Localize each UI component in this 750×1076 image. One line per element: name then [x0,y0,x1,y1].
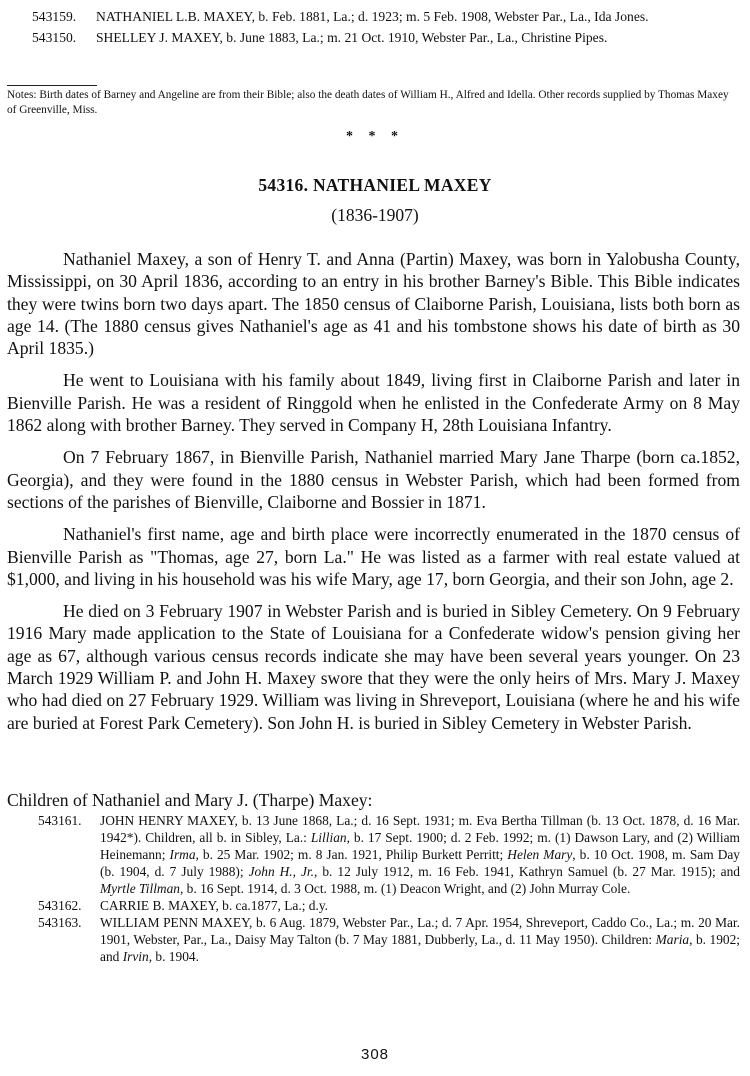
paragraph: Nathaniel's first name, age and birth place were incorrectly enumerated in the 1870 census of Bienville Parish as "Thomas, age 27, born La." He was listed as a farmer with real estate valued at $1,000, and living in his household was his wife Mary, age 17, born Georgia, and their son John, age 2. [7,524,740,589]
page-number: 308 [360,1046,390,1063]
child-text-run: , b. 1902; and [100,932,740,964]
top-entries [32,8,732,50]
child-text-run: , b. 17 Sept. 1900; d. 2 Feb. 1992; m. (1) Dawson Lary, and (2) William Heinemann; [100,830,740,862]
children-list [38,812,740,965]
entry-text: SHELLEY J. MAXEY, b. June 1883, La.; m. 21 Oct. 1910, Webster Par., La., Christine Pipes. [96,30,608,45]
child-number: 543162. [38,898,82,913]
child-text-run: CARRIE B. MAXEY, b. ca.1877, La.; d.y. [100,898,328,913]
child-text-run: , b. 10 Oct. 1908, m. Sam Day (b. 1904, d. 7 July 1988); [100,847,741,879]
child-number: 543161. [38,813,82,828]
child-name-italic: Irvin [122,949,149,964]
genealogy-entry [32,29,732,46]
paragraph: He died on 3 February 1907 in Webster Parish and is buried in Sibley Cemetery. On 9 February 1916 Mary made application to the State of Louisiana for a Confederate widow's pension giving her age as 67, although various census records indicate she may have been several years younger. On 23 March 1929 William P. and John H. Maxey swore that they were the only heirs of Mrs. Mary J. Maxey who had died on 27 February 1929. William was living in Shreveport, Louisiana (where he and his wife are buried at Forest Park Cemetery). Son John H. is buried in Sibley Cemetery in Webster Parish. [7,601,740,733]
child-name-italic: Lillian [310,830,347,845]
child-entry [38,897,740,914]
child-name-italic: John H., Jr. [248,864,315,879]
child-text-run: , b. 16 Sept. 1914, d. 3 Oct. 1988, m. (1) Deacon Wright, and (2) John Murray Cole. [179,881,631,896]
biography-body [7,248,740,744]
child-text [100,813,740,896]
child-text-run: , b. 1904. [148,949,199,964]
child-text-run: , b. 12 July 1912, m. 16 Feb. 1941, Kathryn Samuel (b. 27 Mar. 1915); and [314,864,740,879]
children-heading: Children of Nathaniel and Mary J. (Tharpe) Maxey: [7,790,373,810]
genealogy-entry [32,8,732,25]
section-dates: (1836-1907) [331,205,419,225]
child-name-italic: Irma [169,847,196,862]
footnote-notes: Notes: Birth dates of Barney and Angeline are from their Bible; also the death dates of William H., Alfred and Idella. Other records supplied by Thomas Maxey of Greenville, Miss. [7,89,729,116]
child-number: 543163. [38,915,82,930]
child-text-run: , b. 25 Mar. 1902; m. 8 Jan. 1921, Philip Burkett Perritt; [195,847,508,862]
entry-text: NATHANIEL L.B. MAXEY, b. Feb. 1881, La.; d. 1923; m. 5 Feb. 1908, Webster Par., La., Ida Jones. [96,9,649,24]
entry-number: 543150. [32,30,77,45]
section-title: 54316. NATHANIEL MAXEY [258,175,492,195]
child-text-run: JOHN HENRY MAXEY, b. 13 June 1868, La.; d. 16 Sept. 1931; m. Eva Bertha Tillman (b. 13 Oct. 1878, d. 16 Mar. 1942*). Children, all b. in Sibley, La.: [100,813,740,845]
section-separator: * * * [346,129,404,144]
paragraph: Nathaniel Maxey, a son of Henry T. and Anna (Partin) Maxey, was born in Yalobusha County, Mississippi, on 30 April 1836, according to an entry in his brother Barney's Bible. This Bible indicates they were twins born two days apart. The 1850 census of Claiborne Parish, Louisiana, lists both born as age 14. (The 1880 census gives Nathaniel's age as 41 and his tombstone shows his date of birth as 30 April 1835.) [7,249,740,359]
paragraph: He went to Louisiana with his family about 1849, living first in Claiborne Parish and later in Bienville Parish. He was a resident of Ringgold when he enlisted in the Confederate Army on 8 May 1862 along with brother Barney. They served in Company H, 28th Louisiana Infantry. [7,370,740,436]
footnote-rule [7,85,97,86]
entry-number: 543159. [32,9,77,24]
paragraph: On 7 February 1867, in Bienville Parish, Nathaniel married Mary Jane Tharpe (born ca.1852, Georgia), and they were found in the 1880 census in Webster Parish, which had been formed from sections of the parishes of Bienville, Claiborne and Bossier in 1871. [7,447,740,512]
child-name-italic: Myrtle Tillman [100,881,180,896]
child-text [100,898,328,913]
child-text-run: WILLIAM PENN MAXEY, b. 6 Aug. 1879, Webster Par., La.; d. 7 Apr. 1954, Shreveport, Caddo Co., La.; m. 20 Mar. 1901, Webster, Par., La., Daisy May Talton (b. 7 May 1881, Dubberly, La., d. 11 May 1950). Children: [100,915,740,947]
child-entry [38,812,740,897]
child-text [100,915,740,964]
child-entry [38,914,740,965]
child-name-italic: Maria [655,932,690,947]
child-name-italic: Helen Mary [507,847,573,862]
